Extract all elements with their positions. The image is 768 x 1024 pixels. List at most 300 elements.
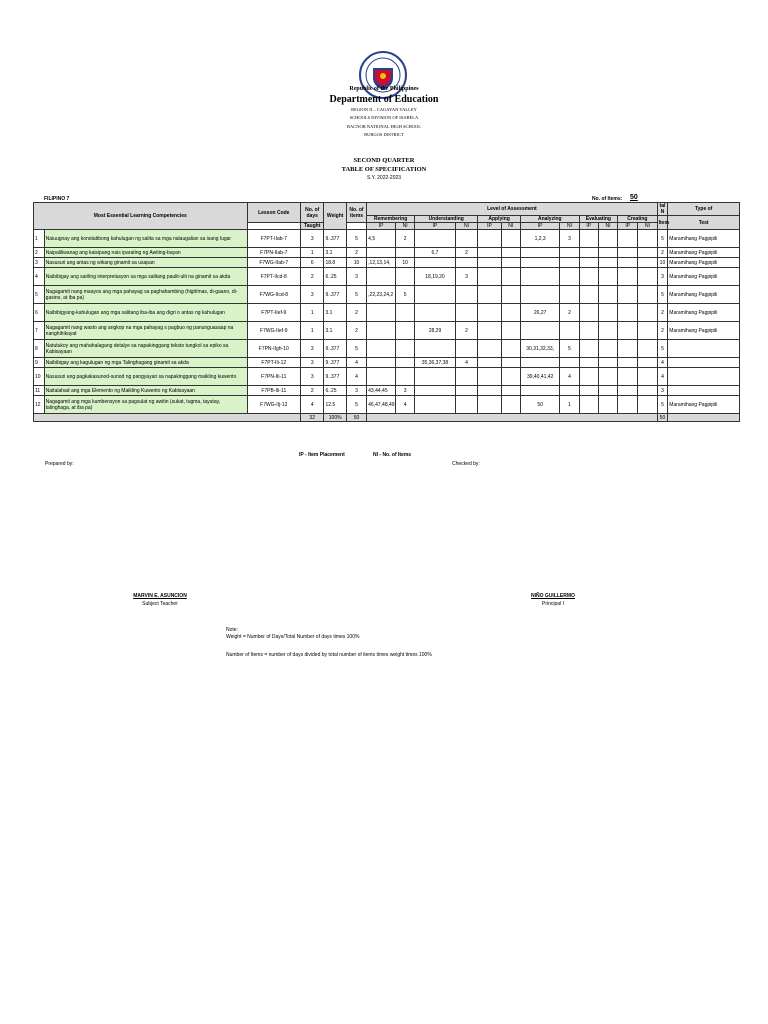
understanding-ni xyxy=(455,386,477,396)
remembering-ni: 4 xyxy=(395,396,414,414)
days-taught: 2 xyxy=(300,386,323,396)
days-taught: 2 xyxy=(300,268,323,286)
item-count: 2 xyxy=(346,322,366,340)
school-year: S.Y. 2022-2023 xyxy=(366,175,402,181)
understanding-ip: 28,29 xyxy=(415,322,456,340)
test-type: Maramihang Pagpipili xyxy=(668,258,740,268)
deped-seal-icon xyxy=(358,50,408,100)
analyzing-ip xyxy=(520,358,560,368)
row-number: 2 xyxy=(34,248,45,258)
col-weight: Weight xyxy=(324,203,346,230)
days-taught: 6 xyxy=(300,258,323,268)
item-count: 5 xyxy=(346,286,366,304)
tos-table xyxy=(33,202,740,422)
evaluating-ni xyxy=(598,258,617,268)
district-label: BURGOS DISTRICT xyxy=(364,132,404,137)
row-number: 6 xyxy=(34,304,45,322)
remembering-ip: ,22,23,24,2 xyxy=(367,286,396,304)
evaluating-ip xyxy=(579,286,598,304)
weight: 3.1 xyxy=(324,248,346,258)
col-an-ni: NI xyxy=(560,223,579,230)
weight: 3.1 xyxy=(324,322,346,340)
row-number: 7 xyxy=(34,322,45,340)
creating-ni xyxy=(638,268,657,286)
analyzing-ni xyxy=(560,258,579,268)
remembering-ip xyxy=(367,340,396,358)
remembering-ip xyxy=(367,268,396,286)
lesson-code: F7WG-IIef-9 xyxy=(247,322,300,340)
test-type xyxy=(668,386,740,396)
table-row xyxy=(34,386,740,396)
col-understanding: Understanding xyxy=(415,216,478,223)
remembering-ni xyxy=(395,248,414,258)
evaluating-ni xyxy=(598,230,617,248)
analyzing-ip: 50 xyxy=(520,396,560,414)
understanding-ip xyxy=(415,286,456,304)
creating-ip xyxy=(618,304,638,322)
col-evaluating: Evaluating xyxy=(579,216,617,223)
total-items: 2 xyxy=(657,248,668,258)
competency: Nasusuri ang antas ng wikang ginamit sa usapan xyxy=(44,258,247,268)
test-type: Maramihang Pagpipili xyxy=(668,230,740,248)
analyzing-ip: 1,2,3 xyxy=(520,230,560,248)
col-type-test: Test xyxy=(668,216,740,230)
evaluating-ip xyxy=(579,258,598,268)
evaluating-ip xyxy=(579,340,598,358)
creating-ip xyxy=(618,322,638,340)
row-number: 1 xyxy=(34,230,45,248)
weight: 9..377 xyxy=(324,368,346,386)
applying-ni xyxy=(501,268,520,286)
col-type: Type of xyxy=(668,203,740,216)
understanding-ip xyxy=(415,396,456,414)
total-items: 5 xyxy=(657,396,668,414)
evaluating-ip xyxy=(579,368,598,386)
legend-ip: IP - Item Placement xyxy=(299,452,345,458)
totals-row xyxy=(34,414,740,422)
analyzing-ip xyxy=(520,322,560,340)
analyzing-ip xyxy=(520,248,560,258)
days-taught: 3 xyxy=(300,358,323,368)
applying-ip xyxy=(478,230,501,248)
note-items: Number of Items = number of days divided by total number of items times weight times 100% xyxy=(226,652,432,658)
understanding-ip: 35,36,37,38 xyxy=(415,358,456,368)
row-number: 12 xyxy=(34,396,45,414)
total-items: 5 xyxy=(657,286,668,304)
creating-ni xyxy=(638,230,657,248)
col-items: No. of items xyxy=(346,203,366,223)
weight: 9..377 xyxy=(324,358,346,368)
analyzing-ni xyxy=(560,358,579,368)
item-count: 2 xyxy=(346,304,366,322)
remembering-ip: ,12,13,14, xyxy=(367,258,396,268)
col-total: tal N xyxy=(657,203,668,216)
weight: 18.8 xyxy=(324,258,346,268)
col-r-ip: IP xyxy=(367,223,396,230)
applying-ni xyxy=(501,358,520,368)
analyzing-ip xyxy=(520,286,560,304)
row-number: 5 xyxy=(34,286,45,304)
total-items: 3 xyxy=(657,386,668,396)
total-items: 5 xyxy=(657,340,668,358)
applying-ni xyxy=(501,322,520,340)
competency: Naibibigay ang sariling interpretasyon sa mga salitang paulit-ulit na ginamit sa akda xyxy=(44,268,247,286)
days-taught: 3 xyxy=(300,230,323,248)
lesson-code: F7PT-IIcd-8 xyxy=(247,268,300,286)
test-type: Maramihang Pagpipili xyxy=(668,304,740,322)
understanding-ni: 2 xyxy=(455,248,477,258)
col-c-ni: NI xyxy=(638,223,657,230)
applying-ip xyxy=(478,258,501,268)
test-type xyxy=(668,340,740,358)
lesson-code: F7PT-IIef-9 xyxy=(247,304,300,322)
analyzing-ip xyxy=(520,258,560,268)
evaluating-ip xyxy=(579,358,598,368)
creating-ni xyxy=(638,396,657,414)
item-count: 5 xyxy=(346,230,366,248)
note-label: Note: xyxy=(226,627,238,633)
analyzing-ni xyxy=(560,248,579,258)
tos-title: TABLE OF SPECIFICATION xyxy=(341,166,427,173)
creating-ni xyxy=(638,258,657,268)
checker-name: NIÑO GUILLERMO xyxy=(531,593,575,599)
col-r-ni: NI xyxy=(395,223,414,230)
creating-ip xyxy=(618,268,638,286)
creating-ip xyxy=(618,286,638,304)
applying-ip xyxy=(478,268,501,286)
table-row xyxy=(34,368,740,386)
creating-ni xyxy=(638,386,657,396)
region-label: REGION II – CAGAYAN VALLEY xyxy=(351,107,417,112)
table-row xyxy=(34,286,740,304)
remembering-ip: 46,47,48,49 xyxy=(367,396,396,414)
days-taught: 1 xyxy=(300,304,323,322)
applying-ip xyxy=(478,368,501,386)
competency: Naitalahad ang mga Elemento ng Maikling Kuwento ng Kabisayaan xyxy=(44,386,247,396)
item-count: 5 xyxy=(346,340,366,358)
applying-ip xyxy=(478,358,501,368)
evaluating-ip xyxy=(579,396,598,414)
analyzing-ni: 3 xyxy=(560,230,579,248)
total-items: 2 xyxy=(657,322,668,340)
creating-ni xyxy=(638,368,657,386)
lesson-code: F7WG-IIab-7 xyxy=(247,258,300,268)
weight: 9..377 xyxy=(324,230,346,248)
item-count: 3 xyxy=(346,386,366,396)
analyzing-ip: 39,40,41,42 xyxy=(520,368,560,386)
col-level: Level of Assessment xyxy=(367,203,657,216)
weight: 9..377 xyxy=(324,340,346,358)
weight: 6..25 xyxy=(324,268,346,286)
item-count: 2 xyxy=(346,248,366,258)
checked-by-label: Checked by: xyxy=(452,461,480,467)
col-ap-ip: IP xyxy=(478,223,501,230)
row-number: 8 xyxy=(34,340,45,358)
col-lesson-code: Lesson Code xyxy=(247,203,300,223)
row-number: 4 xyxy=(34,268,45,286)
table-row xyxy=(34,396,740,414)
evaluating-ni xyxy=(598,340,617,358)
evaluating-ip xyxy=(579,230,598,248)
days-taught: 4 xyxy=(300,396,323,414)
remembering-ip xyxy=(367,304,396,322)
weight: 6..25 xyxy=(324,386,346,396)
col-ap-ni: NI xyxy=(501,223,520,230)
applying-ip xyxy=(478,248,501,258)
weight: 12.5 xyxy=(324,396,346,414)
applying-ni xyxy=(501,304,520,322)
weight: 3.1 xyxy=(324,304,346,322)
evaluating-ni xyxy=(598,248,617,258)
analyzing-ni xyxy=(560,268,579,286)
row-number: 9 xyxy=(34,358,45,368)
competency: Nagagamit nang maayos ang mga pahayag sa paghahambing (higit/mas, di-gaano, di-gasino, at iba pa) xyxy=(44,286,247,304)
remembering-ip xyxy=(367,358,396,368)
remembering-ni xyxy=(395,268,414,286)
republic-label: Republic of the Philippines xyxy=(349,86,419,92)
lesson-code: F7PT-IIi-12 xyxy=(247,358,300,368)
total-items: 50 xyxy=(346,414,366,422)
prepared-by-label: Prepared by: xyxy=(45,461,74,467)
understanding-ni xyxy=(455,368,477,386)
test-type: Maramihang Pagpipili xyxy=(668,396,740,414)
remembering-ni xyxy=(395,340,414,358)
evaluating-ni xyxy=(598,396,617,414)
table-row xyxy=(34,358,740,368)
total-weight: 100% xyxy=(324,414,346,422)
creating-ip xyxy=(618,368,638,386)
table-row xyxy=(34,248,740,258)
evaluating-ip xyxy=(579,304,598,322)
col-analyzing: Analyzing xyxy=(520,216,579,223)
lesson-code: F7PN-IIi-11 xyxy=(247,368,300,386)
creating-ip xyxy=(618,248,638,258)
total-items: 3 xyxy=(657,268,668,286)
test-type: Maramihang Pagpipili xyxy=(668,286,740,304)
total-items-sum: 50 xyxy=(657,414,668,422)
col-u-ip: IP xyxy=(415,223,456,230)
evaluating-ni xyxy=(598,368,617,386)
preparer-role: Subject Teacher xyxy=(142,601,178,607)
remembering-ip xyxy=(367,368,396,386)
lesson-code: F7WG-IIcd-8 xyxy=(247,286,300,304)
checker-role: Principal I xyxy=(542,601,564,607)
department-title: Department of Education xyxy=(329,94,439,105)
table-row xyxy=(34,340,740,358)
creating-ni xyxy=(638,248,657,258)
understanding-ip xyxy=(415,304,456,322)
understanding-ip xyxy=(415,258,456,268)
understanding-ni: 4 xyxy=(455,358,477,368)
item-count: 3 xyxy=(346,268,366,286)
table-row xyxy=(34,258,740,268)
evaluating-ip xyxy=(579,248,598,258)
item-count: 4 xyxy=(346,358,366,368)
col-total-item: Item xyxy=(657,216,668,230)
understanding-ni xyxy=(455,396,477,414)
days-taught: 3 xyxy=(300,286,323,304)
understanding-ni xyxy=(455,258,477,268)
creating-ip xyxy=(618,230,638,248)
applying-ip xyxy=(478,286,501,304)
lesson-code: F7PN-IIab-7 xyxy=(247,248,300,258)
competency: Nasusuri ang pagkakasunod-sunod ng pangyayari sa napakinggang maikling kuwento xyxy=(44,368,247,386)
creating-ip xyxy=(618,396,638,414)
creating-ip xyxy=(618,258,638,268)
applying-ip xyxy=(478,396,501,414)
col-e-ip: IP xyxy=(579,223,598,230)
analyzing-ni: 4 xyxy=(560,368,579,386)
subject-label: FILIPINO 7 xyxy=(44,196,70,202)
creating-ip xyxy=(618,386,638,396)
analyzing-ni: 5 xyxy=(560,340,579,358)
col-c-ip: IP xyxy=(618,223,638,230)
analyzing-ni xyxy=(560,286,579,304)
legend-ni: NI - No. of Items xyxy=(373,452,412,458)
analyzing-ip xyxy=(520,268,560,286)
total-items: 2 xyxy=(657,304,668,322)
applying-ni xyxy=(501,286,520,304)
school-label: BACNOR NATIONAL HIGH SCHOOL xyxy=(347,124,421,129)
understanding-ni: 2 xyxy=(455,322,477,340)
evaluating-ni xyxy=(598,386,617,396)
creating-ni xyxy=(638,322,657,340)
remembering-ni xyxy=(395,358,414,368)
applying-ip xyxy=(478,386,501,396)
item-count: 4 xyxy=(346,368,366,386)
applying-ip xyxy=(478,322,501,340)
competency: Naibibigay ang kagulugan ng mga Talinghagang ginamit sa akda xyxy=(44,358,247,368)
analyzing-ip: 26,27 xyxy=(520,304,560,322)
understanding-ip: 6,7 xyxy=(415,248,456,258)
lesson-code: F7PN-IIgh-10 xyxy=(247,340,300,358)
creating-ni xyxy=(638,340,657,358)
test-type: Maramihang Pagpipili xyxy=(668,322,740,340)
col-u-ni: NI xyxy=(455,223,477,230)
remembering-ni xyxy=(395,304,414,322)
competency: Nagagamit nang wasto ang angkop na mga pahayag s pagbuo ng panunguasaap na nanghihikayat xyxy=(44,322,247,340)
weight: 9..377 xyxy=(324,286,346,304)
competency: Naibibigyang-kahulugan ang mga salitang iba-iba ang digri o antas ng kahulugan xyxy=(44,304,247,322)
total-days: 32 xyxy=(300,414,323,422)
note-weight: Weight = Number of Days/Total Number of days times 100% xyxy=(226,634,360,640)
row-number: 3 xyxy=(34,258,45,268)
division-label: SCHOOLS DIVISION OF ISABELA xyxy=(349,115,419,120)
col-taught: Taught xyxy=(300,223,323,230)
analyzing-ni xyxy=(560,322,579,340)
creating-ni xyxy=(638,286,657,304)
remembering-ip xyxy=(367,248,396,258)
table-row xyxy=(34,304,740,322)
evaluating-ni xyxy=(598,286,617,304)
applying-ip xyxy=(478,304,501,322)
creating-ni xyxy=(638,304,657,322)
col-applying: Applying xyxy=(478,216,521,223)
items-label: No. of Items: xyxy=(592,196,623,202)
days-taught: 3 xyxy=(300,368,323,386)
quarter-title: SECOND QUARTER xyxy=(353,157,415,164)
lesson-code: F7PT-IIab-7 xyxy=(247,230,300,248)
evaluating-ni xyxy=(598,268,617,286)
remembering-ip: 43,44,45 xyxy=(367,386,396,396)
col-an-ip: IP xyxy=(520,223,560,230)
understanding-ni xyxy=(455,340,477,358)
understanding-ip xyxy=(415,368,456,386)
analyzing-ni xyxy=(560,386,579,396)
table-row xyxy=(34,268,740,286)
remembering-ip xyxy=(367,322,396,340)
creating-ip xyxy=(618,340,638,358)
col-remembering: Remembering xyxy=(367,216,415,223)
items-count: 50 xyxy=(630,194,638,201)
col-competencies: Most Essential Learning Competencies xyxy=(34,203,248,230)
col-e-ni: NI xyxy=(598,223,617,230)
test-type xyxy=(668,368,740,386)
evaluating-ip xyxy=(579,268,598,286)
evaluating-ni xyxy=(598,322,617,340)
creating-ip xyxy=(618,358,638,368)
lesson-code: F7PB-IIi-11 xyxy=(247,386,300,396)
applying-ni xyxy=(501,230,520,248)
total-items: 10 xyxy=(657,258,668,268)
total-items: 4 xyxy=(657,358,668,368)
remembering-ni: 5 xyxy=(395,286,414,304)
evaluating-ni xyxy=(598,304,617,322)
competency: Nagagamit ang mga kumbensyon sa pagsulat ng awitin (sukat, tugma, tayutay, talinghaga, at iba pa) xyxy=(44,396,247,414)
evaluating-ip xyxy=(579,386,598,396)
competency: Naipaliliwanag ang kaisipang nais iparating ng Awiting-bayan xyxy=(44,248,247,258)
applying-ip xyxy=(478,340,501,358)
col-days: No. of days xyxy=(300,203,323,223)
applying-ni xyxy=(501,368,520,386)
test-type xyxy=(668,358,740,368)
table-row xyxy=(34,230,740,248)
analyzing-ip: 30,31,32,33, xyxy=(520,340,560,358)
remembering-ni: 2 xyxy=(395,230,414,248)
test-type: Maramihang Pagpipili xyxy=(668,248,740,258)
creating-ni xyxy=(638,358,657,368)
understanding-ip xyxy=(415,340,456,358)
applying-ni xyxy=(501,248,520,258)
row-number: 10 xyxy=(34,368,45,386)
test-type: Maramihang Pagpipili xyxy=(668,268,740,286)
understanding-ip xyxy=(415,386,456,396)
evaluating-ni xyxy=(598,358,617,368)
lesson-code: F7WG-IIj-12 xyxy=(247,396,300,414)
applying-ni xyxy=(501,386,520,396)
days-taught: 1 xyxy=(300,322,323,340)
remembering-ni xyxy=(395,322,414,340)
understanding-ni xyxy=(455,230,477,248)
remembering-ip: 4,5 xyxy=(367,230,396,248)
total-items: 5 xyxy=(657,230,668,248)
applying-ni xyxy=(501,396,520,414)
competency: Naiuugnay ang konotatibong kahulugan ng salita sa mga nalaugalian sa isang lugar xyxy=(44,230,247,248)
understanding-ip: 18,19,20 xyxy=(415,268,456,286)
competency: Natutukoy ang mahahalagang detalye sa napakinggang teksto tungkol sa epiko sa Kabisayaan xyxy=(44,340,247,358)
applying-ni xyxy=(501,340,520,358)
analyzing-ip xyxy=(520,386,560,396)
remembering-ni: 3 xyxy=(395,386,414,396)
row-number: 11 xyxy=(34,386,45,396)
col-creating: Creating xyxy=(618,216,658,223)
remembering-ni xyxy=(395,368,414,386)
evaluating-ip xyxy=(579,322,598,340)
understanding-ip xyxy=(415,230,456,248)
understanding-ni xyxy=(455,286,477,304)
total-items: 4 xyxy=(657,368,668,386)
understanding-ni: 3 xyxy=(455,268,477,286)
